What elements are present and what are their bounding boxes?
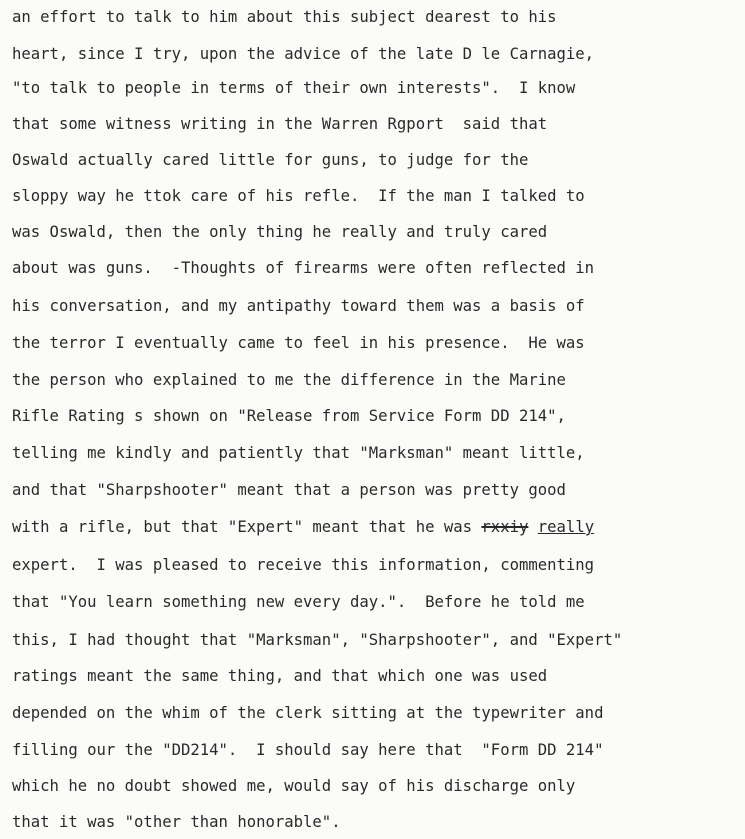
text-line-19: ratings meant the same thing, and that which one was used xyxy=(12,667,548,685)
struck-word: rxxiy xyxy=(481,518,529,536)
text-line-10: the terror I eventually came to feel in his presence. He was xyxy=(12,334,585,352)
text-line-22: which he no doubt showed me, would say of his discharge only xyxy=(12,777,576,795)
text-line-1: an effort to talk to him about this subject dearest to his xyxy=(12,8,557,26)
text-line-9: his conversation, and my antipathy toward them was a basis of xyxy=(12,297,585,315)
text-line-15 xyxy=(12,518,594,536)
text-line-23: that it was "other than honorable". xyxy=(12,813,341,831)
text-line-11: the person who explained to me the difference in the Marine xyxy=(12,371,566,389)
underlined-word: really xyxy=(537,518,595,536)
text-line-5: Oswald actually cared little for guns, to judge for the xyxy=(12,151,529,169)
text-line-4: that some witness writing in the Warren Rgport said that xyxy=(12,115,548,133)
text-line-13: telling me kindly and patiently that "Marksman" meant little, xyxy=(12,444,585,462)
text-line-3: "to talk to people in terms of their own interests". I know xyxy=(12,79,576,97)
text-line-16: expert. I was pleased to receive this information, commenting xyxy=(12,556,595,574)
text-line-2: heart, since I try, upon the advice of the late D le Carnagie, xyxy=(12,45,595,63)
text-line-20: depended on the whim of the clerk sitting at the typewriter and xyxy=(12,704,604,722)
text-line-12: Rifle Rating s shown on "Release from Service Form DD 214", xyxy=(12,407,566,425)
text-line-18: this, I had thought that "Marksman", "Sharpshooter", and "Expert" xyxy=(12,631,623,649)
text-line-17: that "You learn something new every day.". Before he told me xyxy=(12,593,585,611)
text-line-8: about was guns. -Thoughts of firearms were often reflected in xyxy=(12,259,595,277)
text-line-7: was Oswald, then the only thing he really and truly cared xyxy=(12,223,548,241)
text-line-21: filling our the "DD214". I should say here that "Form DD 214" xyxy=(12,741,604,759)
text-line-15-body: with a rifle, but that "Expert" meant that he was xyxy=(12,518,482,536)
text-line-14: and that "Sharpshooter" meant that a person was pretty good xyxy=(12,481,566,499)
text-line-6: sloppy way he ttok care of his refle. If the man I talked to xyxy=(12,187,585,205)
